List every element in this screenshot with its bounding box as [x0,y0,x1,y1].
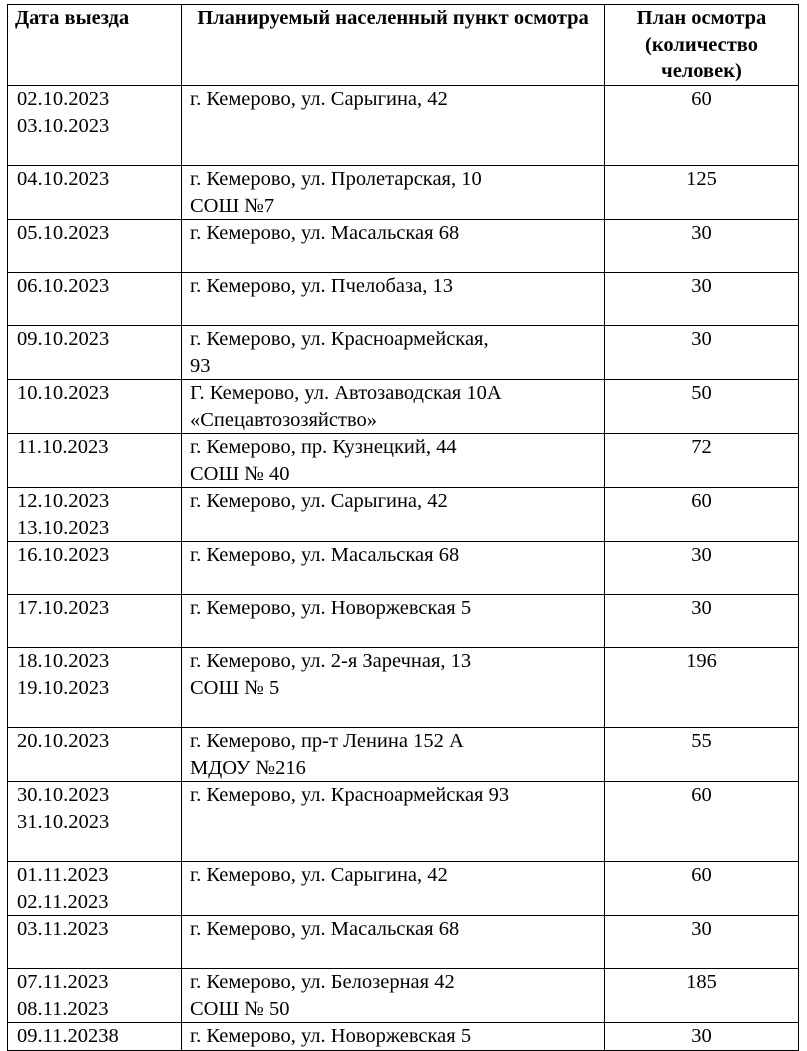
table-row [8,728,799,782]
date-cell: 10.10.2023 [8,380,182,434]
place-cell: г. Кемерово, ул. Новоржевская 5 [182,1023,605,1051]
table-row [8,326,799,380]
count-cell: 30 [605,916,799,969]
date-cell: 06.10.2023 [8,273,182,326]
place-cell: г. Кемерово, ул. Масальская 68 [182,220,605,273]
place-cell: Г. Кемерово, ул. Автозаводская 10А «Спецавтозозяйство» [182,380,605,434]
table-row [8,782,799,862]
place-cell: г. Кемерово, ул. Сарыгина, 42 [182,862,605,916]
count-cell: 185 [605,969,799,1023]
table-row [8,969,799,1023]
date-cell: 03.11.2023 [8,916,182,969]
place-cell: г. Кемерово, ул. Белозерная 42 СОШ № 50 [182,969,605,1023]
table-row [8,862,799,916]
date-cell: 17.10.2023 [8,595,182,648]
count-cell: 30 [605,542,799,595]
schedule-table [7,4,799,1051]
table-row [8,434,799,488]
table-row [8,86,799,166]
place-cell: г. Кемерово, ул. Сарыгина, 42 [182,488,605,542]
date-cell: 07.11.2023 08.11.2023 [8,969,182,1023]
table-header [8,5,799,86]
count-cell: 72 [605,434,799,488]
count-cell: 60 [605,862,799,916]
table-row [8,595,799,648]
place-cell: г. Кемерово, ул. 2-я Заречная, 13 СОШ № 5 [182,648,605,728]
date-cell: 01.11.2023 02.11.2023 [8,862,182,916]
header-row [8,5,799,86]
count-cell: 30 [605,220,799,273]
count-cell: 30 [605,326,799,380]
table-row [8,380,799,434]
place-cell: г. Кемерово, ул. Масальская 68 [182,542,605,595]
table-row [8,488,799,542]
date-cell: 05.10.2023 [8,220,182,273]
place-cell: г. Кемерово, ул. Масальская 68 [182,916,605,969]
count-cell: 125 [605,166,799,220]
place-cell: г. Кемерово, пр. Кузнецкий, 44 СОШ № 40 [182,434,605,488]
count-cell: 60 [605,488,799,542]
date-cell: 09.11.20238 [8,1023,182,1051]
date-cell: 04.10.2023 [8,166,182,220]
count-cell: 30 [605,1023,799,1051]
count-cell: 30 [605,273,799,326]
table-row [8,542,799,595]
date-cell: 30.10.2023 31.10.2023 [8,782,182,862]
place-cell: г. Кемерово, ул. Красноармейская 93 [182,782,605,862]
date-cell: 18.10.2023 19.10.2023 [8,648,182,728]
count-cell: 30 [605,595,799,648]
count-cell: 60 [605,86,799,166]
date-cell: 11.10.2023 [8,434,182,488]
table-row [8,1023,799,1051]
date-cell: 02.10.2023 03.10.2023 [8,86,182,166]
date-cell: 09.10.2023 [8,326,182,380]
count-cell: 60 [605,782,799,862]
date-cell: 20.10.2023 [8,728,182,782]
header-place: Планируемый населенный пункт осмотра [182,5,605,86]
date-cell: 16.10.2023 [8,542,182,595]
table-row [8,166,799,220]
table-row [8,916,799,969]
table-row [8,648,799,728]
header-date: Дата выезда [8,5,182,86]
place-cell: г. Кемерово, ул. Сарыгина, 42 [182,86,605,166]
place-cell: г. Кемерово, ул. Пролетарская, 10 СОШ №7 [182,166,605,220]
table-row [8,273,799,326]
table-row [8,220,799,273]
place-cell: г. Кемерово, пр-т Ленина 152 А МДОУ №216 [182,728,605,782]
date-cell: 12.10.2023 13.10.2023 [8,488,182,542]
place-cell: г. Кемерово, ул. Пчелобаза, 13 [182,273,605,326]
place-cell: г. Кемерово, ул. Новоржевская 5 [182,595,605,648]
count-cell: 55 [605,728,799,782]
place-cell: г. Кемерово, ул. Красноармейская, 93 [182,326,605,380]
count-cell: 50 [605,380,799,434]
header-count: План осмотра (количество человек) [605,5,799,86]
count-cell: 196 [605,648,799,728]
table-body [8,86,799,1051]
